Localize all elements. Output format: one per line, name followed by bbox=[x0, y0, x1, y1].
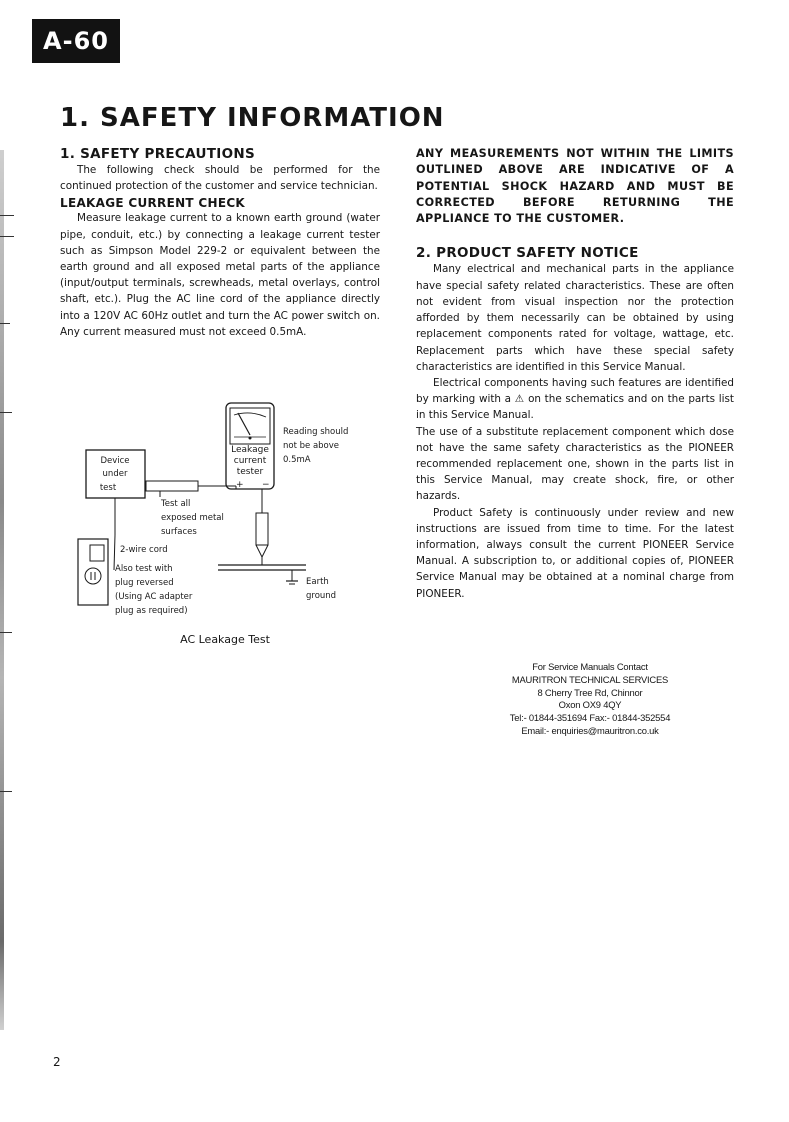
minus-terminal: − bbox=[262, 480, 270, 490]
product-safety-para: Many electrical and mechanical parts in the appliance have special safety related characteristics. These are often not evident from visual inspection nor the protection afforded by them necessarily can be obtained by using replacement components rated for voltage, wattage, etc. Replacement parts which have these special safety characteristics are identified in this Service Manual. bbox=[416, 263, 734, 373]
svg-text:tester: tester bbox=[236, 467, 264, 477]
svg-text:exposed metal: exposed metal bbox=[161, 513, 224, 523]
scan-edge-mark bbox=[0, 323, 10, 324]
plus-terminal: + bbox=[236, 480, 244, 490]
page-title: 1. SAFETY INFORMATION bbox=[60, 103, 445, 133]
plug bbox=[90, 545, 104, 561]
scan-edge-artifact bbox=[0, 150, 4, 1030]
test-all-label: Test all bbox=[161, 499, 191, 509]
meter-needle bbox=[238, 413, 250, 435]
device-label: Device bbox=[100, 456, 130, 466]
contact-email: Email:- enquiries@mauritron.co.uk bbox=[521, 724, 659, 736]
product-safety-para: The use of a substitute replacement component which dose not have the same safety characteristics as the PIONEER recommended replacement one, shown in the parts list in this Service Manual, may create shock, fire, or other hazards. bbox=[416, 425, 734, 503]
scan-edge-mark bbox=[0, 236, 14, 237]
earth-label: Earth bbox=[306, 577, 329, 587]
svg-text:ground: ground bbox=[306, 591, 337, 601]
product-safety-para: Product Safety is continuously under review and new instructions are issued from time to time. For the latest information, always consult the current PIONEER Service Manual. A subscription to, or additional copies of, PIONEER Service Manual may be obtained at a nominal charge from PIONEER. bbox=[416, 506, 734, 600]
scan-edge-mark bbox=[0, 215, 14, 216]
svg-text:plug reversed: plug reversed bbox=[115, 578, 174, 588]
left-column bbox=[60, 146, 380, 340]
reading-label: Reading should bbox=[283, 427, 349, 437]
ac-leakage-diagram bbox=[60, 395, 390, 660]
contact-line: Oxon OX9 4QY bbox=[558, 699, 622, 711]
contact-line: MAURITRON TECHNICAL SERVICES bbox=[511, 673, 669, 685]
svg-text:0.5mA: 0.5mA bbox=[283, 455, 311, 465]
product-safety-heading: 2. PRODUCT SAFETY NOTICE bbox=[416, 245, 639, 262]
contact-line: Tel:- 01844-351694 Fax:- 01844-352554 bbox=[509, 712, 671, 724]
scan-edge-mark bbox=[0, 791, 12, 792]
contact-block bbox=[505, 661, 675, 738]
svg-text:plug as required): plug as required) bbox=[115, 606, 188, 616]
svg-text:surfaces: surfaces bbox=[161, 527, 197, 537]
right-column bbox=[416, 146, 734, 602]
page-number: 2 bbox=[53, 1055, 61, 1069]
tester-label: Leakage bbox=[231, 445, 269, 455]
diagram-caption: AC Leakage Test bbox=[180, 633, 270, 646]
ground-probe bbox=[256, 513, 268, 545]
contact-line: For Service Manuals Contact bbox=[532, 661, 648, 672]
cord-label: 2-wire cord bbox=[120, 545, 168, 555]
product-safety-para: Electrical components having such features are identified by marking with a ⚠ on the schematics and on the parts list in this Service Manual. bbox=[416, 376, 734, 422]
leakage-check-heading: LEAKAGE CURRENT CHECK bbox=[60, 196, 246, 211]
plug-reversed-label: Also test with bbox=[115, 564, 173, 574]
svg-text:(Using AC adapter: (Using AC adapter bbox=[115, 592, 193, 602]
leakage-check-text: Measure leakage current to a known earth ground (water pipe, conduit, etc.) by connecting a leakage current tester such as Simpson Model 229-2 or equivalent between the earth ground and all exposed metal parts of the appliance (input/output terminals, screwheads, metal overlays, control shaft, etc.). Plug the AC line cord of the appliance directly into a 120V AC 60Hz outlet and turn the AC power switch on. Any current measured must not exceed 0.5mA. bbox=[60, 212, 380, 338]
safety-precautions-heading: 1. SAFETY PRECAUTIONS bbox=[60, 146, 255, 162]
scan-edge-mark bbox=[0, 412, 12, 413]
svg-text:under: under bbox=[102, 469, 128, 479]
svg-text:test: test bbox=[99, 483, 117, 493]
warning-text: ANY MEASUREMENTS NOT WITHIN THE LIMITS OUTLINED ABOVE ARE INDICATIVE OF A POTENTIAL SHOCK HAZARD AND MUST BE CORRECTED BEFORE RETURNING THE APPLIANCE TO THE CUSTOMER. bbox=[416, 147, 734, 226]
model-badge: A-60 bbox=[32, 19, 120, 63]
svg-text:not be above: not be above bbox=[283, 441, 340, 451]
contact-line: 8 Cherry Tree Rd, Chinnor bbox=[537, 686, 643, 698]
scan-edge-mark bbox=[0, 632, 12, 633]
precautions-intro: The following check should be performed for the continued protection of the customer and service technician. bbox=[60, 164, 380, 193]
probe-tip bbox=[146, 481, 198, 491]
svg-text:current: current bbox=[233, 456, 267, 466]
